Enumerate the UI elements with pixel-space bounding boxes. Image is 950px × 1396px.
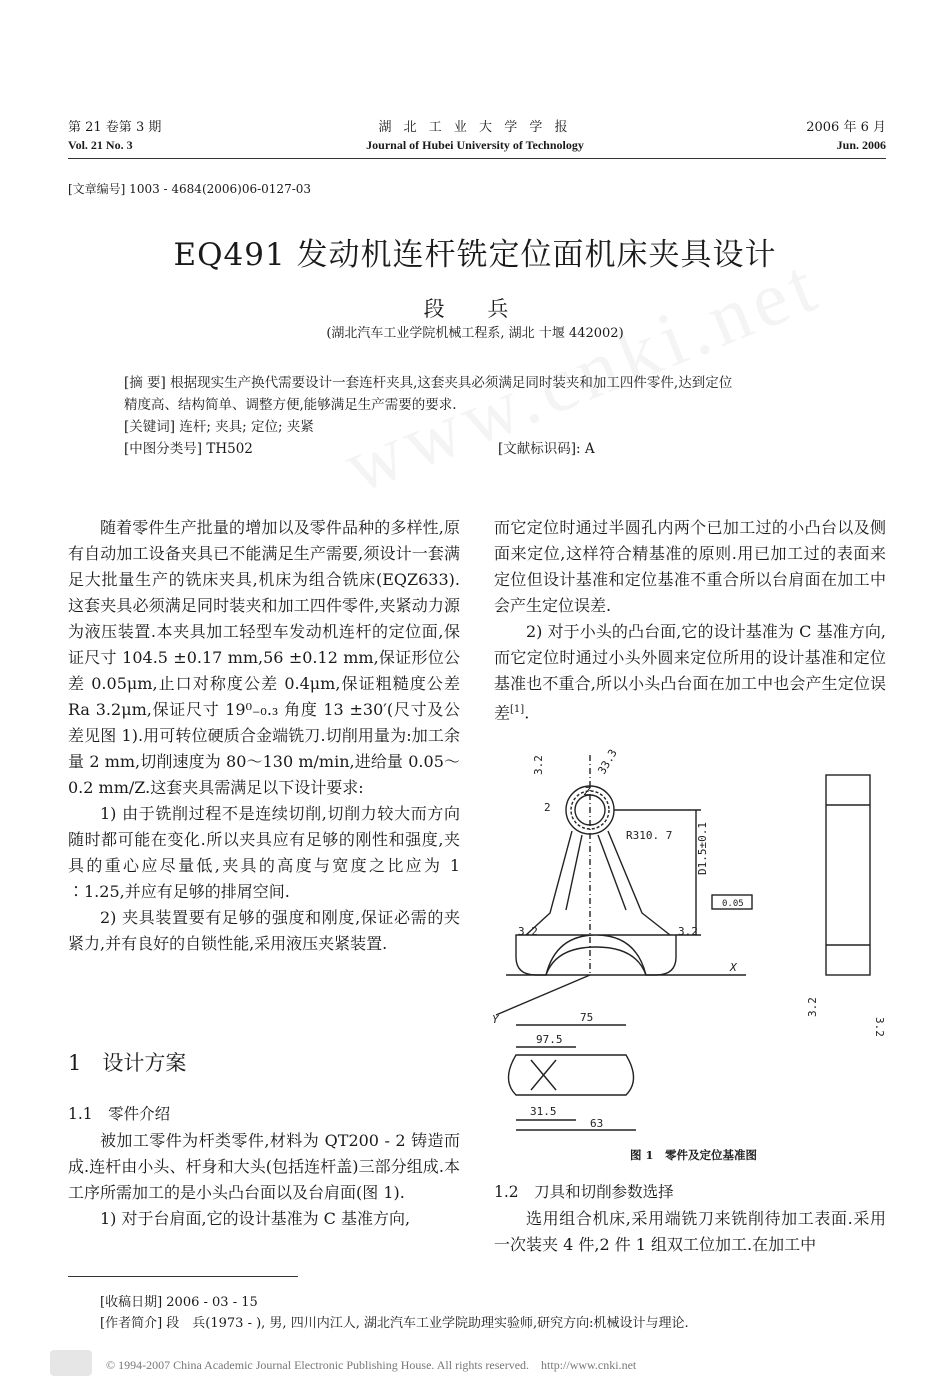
footnote-received: [收稿日期] 2006 - 03 - 15 (100, 1295, 258, 1310)
rod-web (566, 835, 626, 910)
keywords: [关键词] 连杆; 夹具; 定位; 夹紧 (124, 419, 314, 435)
axis-x-label: X (730, 961, 737, 974)
section-view (509, 1055, 634, 1095)
publisher-logo (50, 1350, 92, 1376)
axis-y-label: Y (492, 1013, 499, 1026)
header-volume-en: Vol. 21 No. 3 (68, 138, 133, 152)
dim-63-label: 63 (590, 1117, 604, 1130)
left-column (68, 515, 460, 957)
header-journal-en: Journal of Hubei University of Technology (366, 138, 584, 152)
section-hatch (531, 1060, 556, 1090)
copyright-footer: © 1994-2007 China Academic Journal Electronic Publishing House. All rights reserved. http://www.cnki.net (106, 1358, 637, 1372)
footnote-rule (68, 1276, 298, 1277)
footnote-author-bio: [作者简介] 段 兵(1973 - ), 男, 四川内江人, 湖北汽车工业学院助理实验师,研究方向:机械设计与理论. (100, 1316, 689, 1331)
roughness-label-e: 3.2 (873, 1017, 886, 1037)
right-column (494, 515, 886, 726)
paragraph-tools: 选用组合机床,采用端铣刀来铣削待加工表面.采用一次装夹 4 件,2 件 1 组双工位加工.在加工中 (494, 1209, 886, 1254)
header-volume-cn: 第 21 卷第 3 期 (68, 120, 162, 135)
header-date-en: Jun. 2006 (836, 138, 886, 152)
header-rule (68, 158, 886, 159)
big-end-outline (516, 935, 676, 975)
dim-2-label: 2 (544, 801, 551, 814)
figure-1-drawing (486, 735, 886, 1135)
rod-body (526, 829, 673, 935)
document-code: [文献标识码]: A (498, 441, 595, 457)
dim-975-label: 97.5 (536, 1033, 563, 1046)
paragraph-shoulder: 1) 对于台肩面,它的设计基准为 C 基准方向, (100, 1209, 411, 1228)
clc-number: [中图分类号] TH502 (124, 441, 253, 457)
paragraph-part-intro: 被加工零件为杆类零件,材料为 QT200 - 2 铸造而成.连杆由小头、杆身和大头(包括连杆盖)三部分组成.本工序所需加工的是小头凸台面以及台肩面(图 1). (68, 1131, 460, 1202)
roughness-label-b: 3.2 (518, 925, 538, 938)
section-heading-1-2: 1.2 刀具和切削参数选择 (494, 1183, 674, 1201)
roughness-label-a: 3.2 (532, 755, 545, 775)
section-heading-1: 1 设计方案 (68, 1051, 187, 1075)
section-heading-1-1: 1.1 零件介绍 (68, 1105, 171, 1123)
axis-z-label: Z (584, 785, 591, 798)
affiliation: (湖北汽车工业学院机械工程系, 湖北 十堰 442002) (326, 326, 624, 341)
left-column-lower (68, 1128, 460, 1232)
article-number: [文章编号] 1003 - 4684(2006)06-0127-03 (68, 182, 312, 196)
abstract-line-1: [摘 要] 根据现实生产换代需要设计一套连杆夹具,这套夹具必须满足同时装夹和加工四件零件,达到定位 (124, 375, 733, 391)
dim-d-label: D1.5±0.1 (696, 822, 709, 875)
header-journal-cn: 湖 北 工 业 大 学 学 报 (378, 120, 572, 135)
paragraph-shoulder-cont: 而它定位时通过半圆孔内两个已加工过的小凸台以及侧面来定位,这样符合精基准的原则.用已加工过的表面来定位但设计基准和定位基准不重合所以台肩面在加工中会产生定位误差. (494, 518, 886, 615)
paragraph-req-2: 2) 夹具装置要有足够的强度和刚度,保证必需的夹紧力,并有良好的自锁性能,采用液压夹紧装置. (68, 908, 460, 953)
paragraph-req-1: 1) 由于铣削过程不是连续切削,切削力较大而方向随时都可能在变化.所以夹具应有足够的刚性和强度,夹具的重心应尽量低,夹具的高度与宽度之比应为 1 ∶1.25,并应有足够的排屑空间. (68, 804, 460, 901)
header-date-cn: 2006 年 6 月 (806, 120, 886, 135)
tolerance-label: 0.05 (722, 899, 744, 909)
paragraph-intro: 随着零件生产批量的增加以及零件品种的多样性,原有自动加工设备夹具已不能满足生产需要,须设计一套满足大批量生产的铣床夹具,机床为组合铣床(EQZ633).这套夹具必须满足同时装夹和加工四件零件,夹紧动力源为液压装置.本夹具加工轻型车发动机连杆的定位面,保证尺寸 104.5 ±0.17 mm,56 ±0.12 mm,保证形位公差 0.05μm,止口对称度公差 0.4μm,保证粗糙度公差 Ra 3.2μm,保证尺寸 19⁰₋₀.₃ 角度 13 ±30′(尺寸及公差见图 1).用可转位硬质合金端铣刀.切削用量为:加工余量 2 mm,切削速度为 80～130 m/min,进给量 0.05～0.2 mm/Z.这套夹具需满足以下设计要求: (68, 518, 460, 797)
dim-333-label: 33.3 (595, 747, 620, 777)
roughness-label-c: 3.2 (678, 925, 698, 938)
figure-1-caption: 图 1 零件及定位基准图 (630, 1148, 758, 1162)
abstract-line-2: 精度高、结构简单、调整方便,能够满足生产需要的要求. (124, 397, 457, 413)
dim-r-label: R310. 7 (626, 829, 673, 842)
right-column-lower (494, 1206, 886, 1258)
roughness-label-d: 3.2 (806, 997, 819, 1017)
citation-ref: [1] (510, 704, 525, 715)
paragraph-boss-end: . (524, 703, 530, 723)
abstract (124, 372, 844, 460)
dim-75-label: 75 (580, 1011, 594, 1024)
paragraph-boss: 2) 对于小头的凸台面,它的设计基准为 C 基准方向,而它定位时通过小头外圆来定位所用的设计基准和定位基准也不重合,所以小头凸台面在加工中也会产生定位误差 (494, 622, 886, 723)
y-axis-line (496, 975, 590, 1015)
author-name: 段 兵 (423, 297, 527, 321)
dim-315-label: 31.5 (530, 1105, 557, 1118)
paper-title: EQ491 发动机连杆铣定位面机床夹具设计 (173, 237, 777, 273)
big-end-bore (546, 947, 646, 975)
